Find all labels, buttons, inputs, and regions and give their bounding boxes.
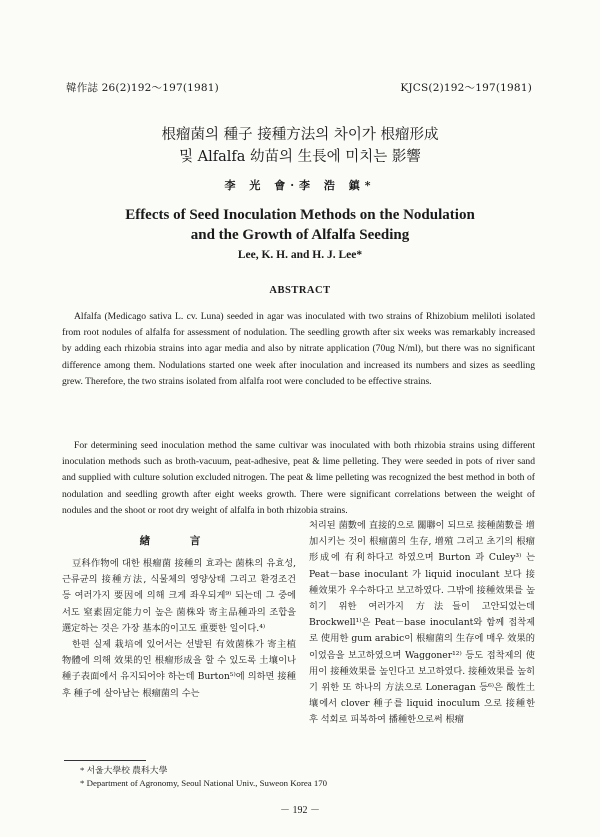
english-authors: Lee, K. H. and H. J. Lee* [237,249,363,261]
english-title-line-2: and the Growth of Alfalfa Seeding [190,227,410,243]
korean-title-line-2: 및 Alfalfa 幼苗의 生長에 미치는 影響 [179,149,421,165]
left-column-paragraph-1: 豆科作物에 대한 根瘤菌 接種의 효과는 菌株의 유효성, 근류균의 接種方法, 식물체의 영양상태 그리고 환경조건 등 여러가지 要因에 의해 크게 좌우되게⁹⁾ 되는데 그 중에서도 窒素固定能力이 높은 菌株와 寄主品種과의 조합을 選定하는 것은 가장 基本的이고도 重要한 일이다.⁴⁾ [62,558,296,634]
left-column-body [62,556,296,702]
footnote-affiliation-english: * Department of Agronomy, Seoul National Univ., Suweon Korea 170 [80,778,328,788]
abstract-paragraph-2: For determining seed inoculation method the same cultivar was inoculated with both rhizobia strains using different inoculation methods such as broth-vacuum, peat-adhesive, peat & lime pelleting. They were seeded in pots of river sand and supplied with culture solution excluded nitrogen. The peat & lime pelleting was recognized the best method in both of nodulation and seedling growth after eight weeks growth. There were significant correlations between the weight of nodules and the shoot or root dry weight of alfalfa in both rhizobia strains. [62,440,535,516]
abstract-paragraph-1: Alfalfa (Medicago sativa L. cv. Luna) seeded in agar was inoculated with two strains of Rhizobium meliloti isolated from root nodules of alfalfa for assessment of nodulation. The seedling growth after six weeks was remarkably increased by adding each rhizobia strains into agar media and also by nitrate application (70ug N/ml), but there was no significant difference among them. Nodulations started one week after inoculation and increased its numbers and sizes as seedling grew. Therefore, the two strains isolated from alfalfa root were concluded to be effective strains. [62,311,535,387]
english-title-line-1: Effects of Seed Inoculation Methods on the Nodulation [125,207,475,223]
left-column-paragraph-2: 한편 실제 栽培에 있어서는 선발된 有效菌株가 寄主植物體에 의해 效果的인 根瘤形成을 할 수 있도록 土壤이나 種子表面에서 유지되어야 하는데 Burton⁵⁾에 의하면 接種 후 種子에 살아남는 根瘤菌의 수는 [62,639,296,699]
journal-citation-english: KJCS(2)192～197(1981) [400,82,532,94]
footnote-affiliation-korean: * 서울大學校 農科大學 [80,765,168,775]
abstract-heading: ABSTRACT [269,285,331,296]
korean-title-line-1: 根瘤菌의 種子 接種方法의 차이가 根瘤形成 [161,127,439,143]
journal-citation-korean: 韓作誌 26(2)192～197(1981) [66,82,219,94]
right-column-paragraph-1: 처리된 菌數에 直接的으로 關聯이 되므로 接種菌數를 增加시키는 것이 根瘤菌의 生存, 增殖 그리고 초기의 根瘤形成에 有利하다고 하였으며 Burton 과 Culey³⁾ 는 Peat－base inoculant 가 liquid inoculant 보다 接種效果가 우수하다고 보고하였다. 그밖에 接種效果를 높히기 위한 여러가지 方法들이 고안되었는데 Brockwell¹⁾은 Peat－base inoculant와 함께 접착제로 使用한 gum arabic이 根瘤菌의 生存에 매우 效果的이었음을 보고하였으며 Waggoner¹²⁾ 등도 접착제의 使用이 接種效果를 높인다고 보고하였다. 接種效果를 높히기 위한 또 하나의 方法으로 Loneragan 등⁶⁾은 酸性土壤에서 clover 種子를 liquid inoculum 으로 接種한 후 석회로 피복하여 播種한으로써 根瘤 [309,520,535,726]
right-column-body [309,518,535,729]
footnote-divider [64,760,146,761]
page-number: － 192 － [280,805,320,816]
introduction-heading: 緖 言 [139,535,219,547]
korean-authors: 李 光 會·李 浩 鎮* [224,179,376,192]
